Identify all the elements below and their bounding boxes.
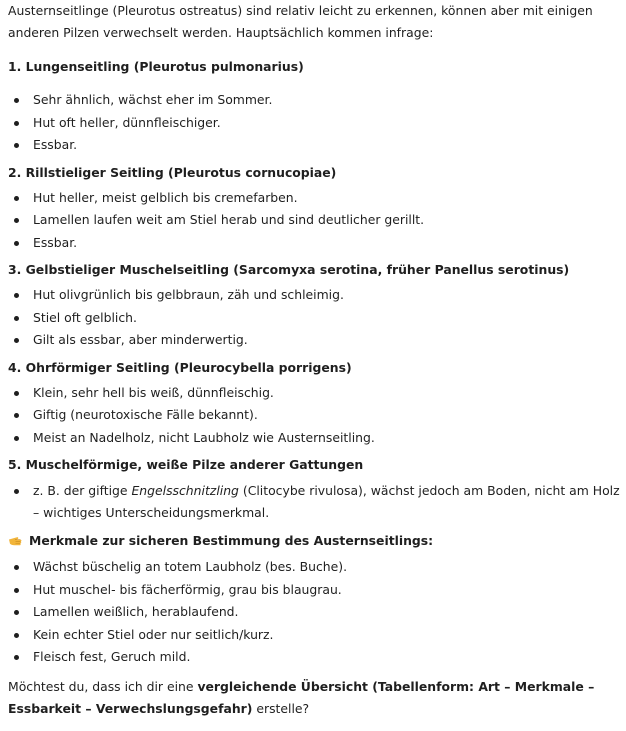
list-item-text: Meist an Nadelholz, nicht Laubholz wie Austernseitling.: [33, 429, 375, 445]
section-heading-1: 1. Lungenseitling (Pleurotus pulmonarius): [8, 59, 304, 74]
bullet-dot: [14, 196, 19, 201]
list-item-text: Hut oft heller, dünnfleischiger.: [33, 114, 221, 130]
list-item-text: Kein echter Stiel oder nur seitlich/kurz.: [33, 626, 274, 642]
bullet-dot: [14, 316, 19, 321]
list-item-text: Klein, sehr hell bis weiß, dünnfleischig.: [33, 384, 274, 400]
list-item-text: Sehr ähnlich, wächst eher im Sommer.: [33, 92, 273, 107]
list-item-text: Giftig (neurotoxische Fälle bekannt).: [33, 407, 258, 422]
list-item-text: Hut olivgrünlich bis gelbbraun, zäh und schleimig.: [33, 287, 344, 302]
list-item: [8, 427, 620, 450]
section-heading-5: 5. Muschelförmige, weiße Pilze anderer Gattungen: [8, 457, 364, 472]
bullet-dot: [14, 143, 19, 148]
list-item: [8, 232, 620, 255]
section-heading-3: 3. Gelbstieliger Muschelseitling (Sarcomyxa serotina, früher Panellus serotinus): [8, 262, 570, 277]
intro-paragraph: Austernseitlinge (Pleurotus ostreatus) sind relativ leicht zu erkennen, können aber mit einigen anderen Pilzen verwechselt werden. Hauptsächlich kommen infrage:: [8, 3, 593, 40]
list-item: [8, 89, 620, 112]
list-item: [8, 624, 620, 647]
list-item-text: Wächst büschelig an totem Laubholz (bes. Buche).: [33, 559, 348, 574]
features-heading: [8, 530, 620, 552]
list-item-text: Lamellen weißlich, herablaufend.: [33, 604, 239, 619]
list-item-text: Hut muschel- bis fächerförmig, grau bis blaugrau.: [33, 581, 342, 597]
closing-text-post: erstelle?: [252, 700, 310, 716]
bullet-dot: [14, 338, 19, 343]
bullet-dot: [14, 655, 19, 660]
bullet-dot: [14, 121, 19, 126]
section-list-5: [8, 480, 620, 524]
bullet-dot: [14, 413, 19, 418]
closing-paragraph: [8, 676, 620, 720]
list-item-text: Stiel oft gelblich.: [33, 309, 137, 325]
section-list-2: [8, 187, 620, 255]
section-list-4: [8, 382, 620, 450]
list-item: [8, 284, 620, 307]
closing-text-bold: vergleichende Übersicht (Tabellenform: Art – Merkmale – Essbarkeit – Verwechslungsgefahr): [8, 678, 595, 716]
list-item: [8, 209, 620, 232]
section-heading-4: 4. Ohrförmiger Seitling (Pleurocybella porrigens): [8, 359, 352, 375]
bullet-dot: [14, 565, 19, 570]
bullet-dot: [14, 241, 19, 246]
bullet-dot: [14, 610, 19, 615]
list-item: [8, 112, 620, 135]
bullet-dot: [14, 633, 19, 638]
list-item: [8, 404, 620, 427]
pointing-hand-icon: [8, 532, 24, 548]
closing-text-pre: Möchtest du, dass ich dir eine: [8, 678, 198, 694]
section-list-3: [8, 284, 620, 352]
features-heading-text: Merkmale zur sicheren Bestimmung des Austernseitlings:: [29, 533, 434, 548]
list-item: [8, 134, 620, 157]
list-item-text: Essbar.: [33, 234, 78, 250]
list-item-text-pre: z. B. der giftige: [33, 483, 132, 498]
list-item: [8, 556, 620, 579]
bullet-dot: [14, 436, 19, 441]
list-item: [8, 646, 620, 669]
list-item: [8, 579, 620, 602]
list-item-text: Fleisch fest, Geruch mild.: [33, 649, 191, 664]
list-item-text: Lamellen laufen weit am Stiel herab und sind deutlicher gerillt.: [33, 212, 425, 227]
bullet-dot: [14, 489, 19, 494]
list-item-text-emphasis: Engelsschnitzling: [131, 483, 239, 498]
list-item-text: Essbar.: [33, 137, 78, 152]
list-item-text: Hut heller, meist gelblich bis cremefarben.: [33, 189, 298, 205]
section-list-1: [8, 89, 620, 157]
list-item: [8, 329, 620, 352]
section-heading-2: 2. Rillstieliger Seitling (Pleurotus cornucopiae): [8, 164, 337, 180]
list-item: [8, 307, 620, 330]
list-item: [8, 480, 620, 524]
chat-response: [8, 0, 620, 720]
list-item-text-post: (Clitocybe rivulosa), wächst jedoch am Boden, nicht am Holz – wichtiges Unterscheidungsmerkmal.: [33, 483, 620, 520]
list-item: [8, 601, 620, 624]
bullet-dot: [14, 293, 19, 298]
bullet-dot: [14, 391, 19, 396]
bullet-dot: [14, 218, 19, 223]
list-item: [8, 187, 620, 210]
list-item: [8, 382, 620, 405]
features-list: [8, 556, 620, 669]
list-item-text: Gilt als essbar, aber minderwertig.: [33, 332, 248, 347]
bullet-dot: [14, 98, 19, 103]
bullet-dot: [14, 588, 19, 593]
